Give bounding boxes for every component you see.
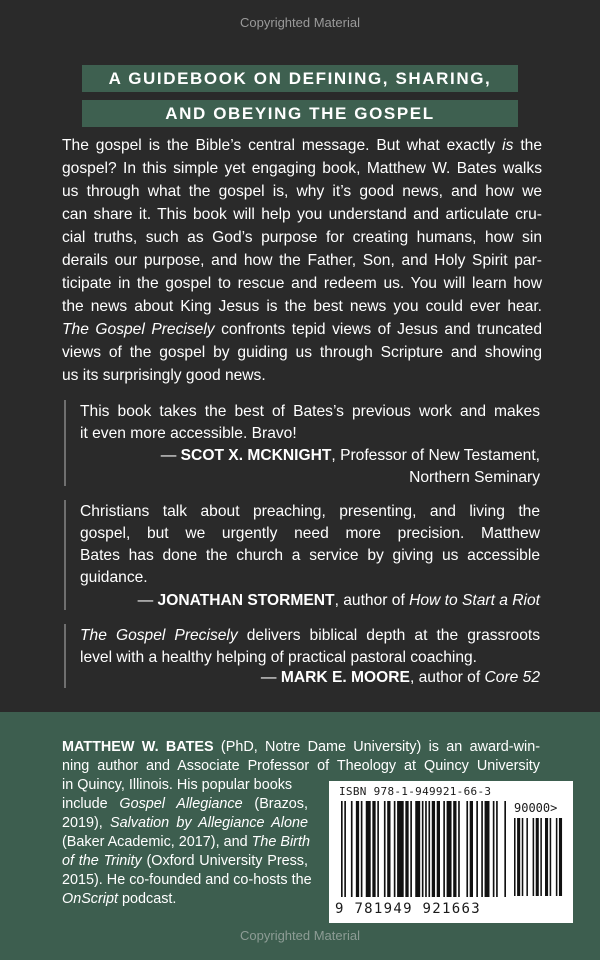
description-line: cial truths, such as God’s purpose for creating humans, how sin (62, 229, 542, 246)
watermark: Copyrighted Material (240, 928, 360, 943)
endorsement-line: Bates has done the church a service by giving us accessible (80, 547, 540, 564)
description-line: ticipate in the gospel to rescue and redeem us. You will learn how (62, 275, 542, 292)
description-line: can share it. This book will help you understand and articulate cru- (62, 206, 542, 223)
endorsement-line: This book takes the best of Bates’s previous work and makes (80, 403, 540, 420)
price-barcode-bars (514, 818, 564, 898)
endorsement-line: gospel, but we urgently need more precision. Matthew (80, 525, 540, 542)
endorsement-attribution: — JONATHAN STORMENT, author of How to Start a Riot (137, 592, 540, 609)
quote-bar (64, 624, 66, 688)
isbn-barcode (329, 781, 573, 923)
endorsement-line: The Gospel Precisely delivers biblical depth at the grassroots (80, 627, 541, 644)
bio-line: include Gospel Allegiance (Brazos, (62, 796, 308, 812)
endorsement-line: level with a healthy helping of practical pastoral coaching. (80, 649, 478, 666)
description-line: gospel? In this simple yet engaging book, Matthew W. Bates walks (62, 160, 542, 177)
ean-barcode-bars (341, 801, 507, 899)
endorsement-line: guidance. (80, 569, 148, 586)
endorsement-affiliation: Northern Seminary (409, 469, 540, 486)
quote-bar (64, 500, 66, 610)
endorsement-attribution: — SCOT X. MCKNIGHT, Professor of New Testament, (160, 447, 540, 464)
bio-line: 2019), Salvation by Allegiance Alone (62, 815, 308, 831)
banner-line-2: AND OBEYING THE GOSPEL (82, 100, 518, 127)
description-line: views of the gospel by guiding us through Scripture and showing (62, 344, 542, 361)
description-line: derails our purpose, and how the Father, Son, and Holy Spirit par- (62, 252, 542, 269)
quote-bar (64, 400, 66, 486)
price-code: 90000> (514, 801, 558, 815)
banner-line-1: A GUIDEBOOK ON DEFINING, SHARING, (82, 65, 518, 92)
endorsement-line: Christians talk about preaching, presenting, and living the (80, 503, 540, 520)
description-line: The Gospel Precisely confronts tepid views of Jesus and truncated (62, 321, 542, 338)
ean-digits: 9 781949 921663 (335, 901, 481, 917)
description-line: The gospel is the Bible’s central message. But what exactly is the (62, 137, 542, 154)
endorsement-line: it even more accessible. Bravo! (80, 425, 297, 442)
bio-line: of the Trinity (Oxford University Press, (62, 853, 309, 869)
bio-line: 2015). He co-founded and co-hosts the (62, 872, 312, 888)
bio-line: MATTHEW W. BATES (PhD, Notre Dame University) is an award-win- (62, 739, 540, 755)
endorsement-attribution: — MARK E. MOORE, author of Core 52 (260, 669, 540, 686)
description-line: us its surprisingly good news. (62, 367, 266, 384)
description-line: us through what the gospel is, why it’s good news, and how we (62, 183, 542, 200)
bio-line: (Baker Academic, 2017), and The Birth (62, 834, 310, 850)
bio-line: in Quincy, Illinois. His popular books (62, 777, 293, 793)
bio-line: ning author and Associate Professor of Theology at Quincy University (62, 758, 540, 774)
isbn-label: ISBN 978-1-949921-66-3 (339, 785, 492, 798)
watermark: Copyrighted Material (240, 15, 360, 30)
bio-line: OnScript podcast. (62, 891, 177, 907)
description-line: the news about King Jesus is the best news you could ever hear. (62, 298, 542, 315)
